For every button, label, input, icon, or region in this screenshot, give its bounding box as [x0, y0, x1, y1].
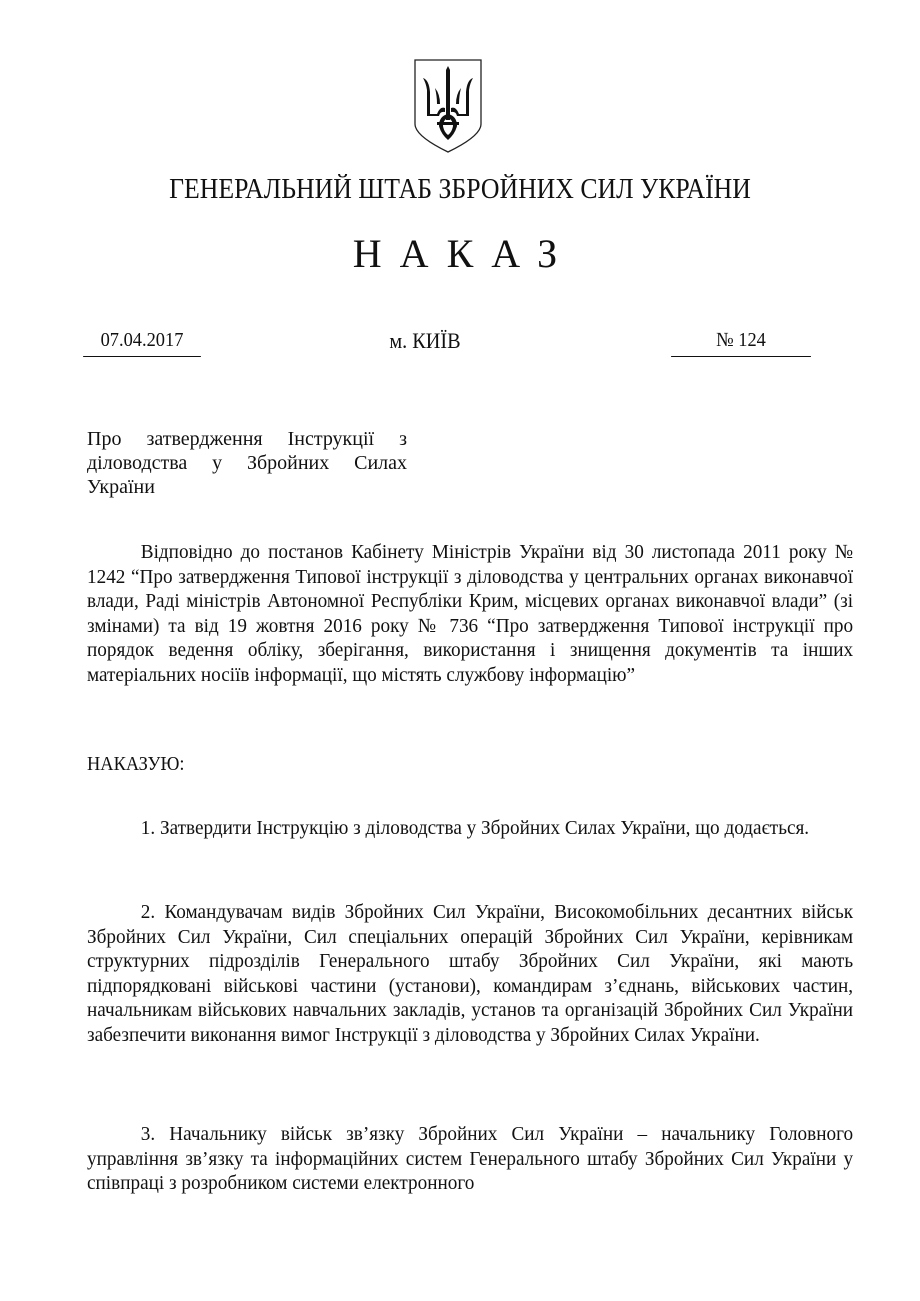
document-type-title: НАКАЗ: [352, 231, 576, 276]
document-subject: Про затвердження Інструкції з діловодства у Збройних Силах України: [87, 428, 407, 498]
order-declaration: НАКАЗУЮ:: [87, 753, 185, 775]
order-item-1: 1. Затвердити Інструкцію з діловодства у Збройних Силах України, що додається.: [140, 817, 810, 839]
coat-of-arms-icon: [413, 58, 483, 154]
document-city: м. КИЇВ: [389, 328, 461, 353]
document-date: 07.04.2017: [83, 329, 201, 357]
order-item-3: 3. Начальнику військ зв’язку Збройних Сил України – начальнику Головного управління зв’язку та інформаційних систем Генерального штабу Збройних Сил України у співпраці з розробником системи електронного: [87, 1123, 854, 1194]
preamble-paragraph: Відповідно до постанов Кабінету Міністрів України від 30 листопада 2011 року № 1242 “Про затвердження Типової інструкції з діловодства у центральних органах виконавчої влади, Раді міністрів Автономної Республіки Крим, місцевих органах виконавчої влади” (зі змінами) та від 19 жовтня 2016 року № 736 “Про затвердження Типової інструкції про порядок ведення обліку, зберігання, використання і знищення документів та інших матеріальних носіїв інформації, що містять службову інформацію”: [87, 541, 854, 686]
order-item-2: 2. Командувачам видів Збройних Сил України, Високомобільних десантних військ Збройних Сил України, Сил спеціальних операцій Збройних Сил України, керівникам структурних підрозділів Генерального штабу Збройних Сил України, які мають підпорядковані військові частини (установи), командирам з’єднань, військових частин, начальникам військових навчальних закладів, установ та організацій Збройних Сил України забезпечити виконання вимог Інструкції з діловодства у Збройних Силах України.: [87, 901, 854, 1046]
document-number: № 124: [671, 329, 811, 357]
organization-title: ГЕНЕРАЛЬНИЙ ШТАБ ЗБРОЙНИХ СИЛ УКРАЇНИ: [169, 174, 751, 205]
